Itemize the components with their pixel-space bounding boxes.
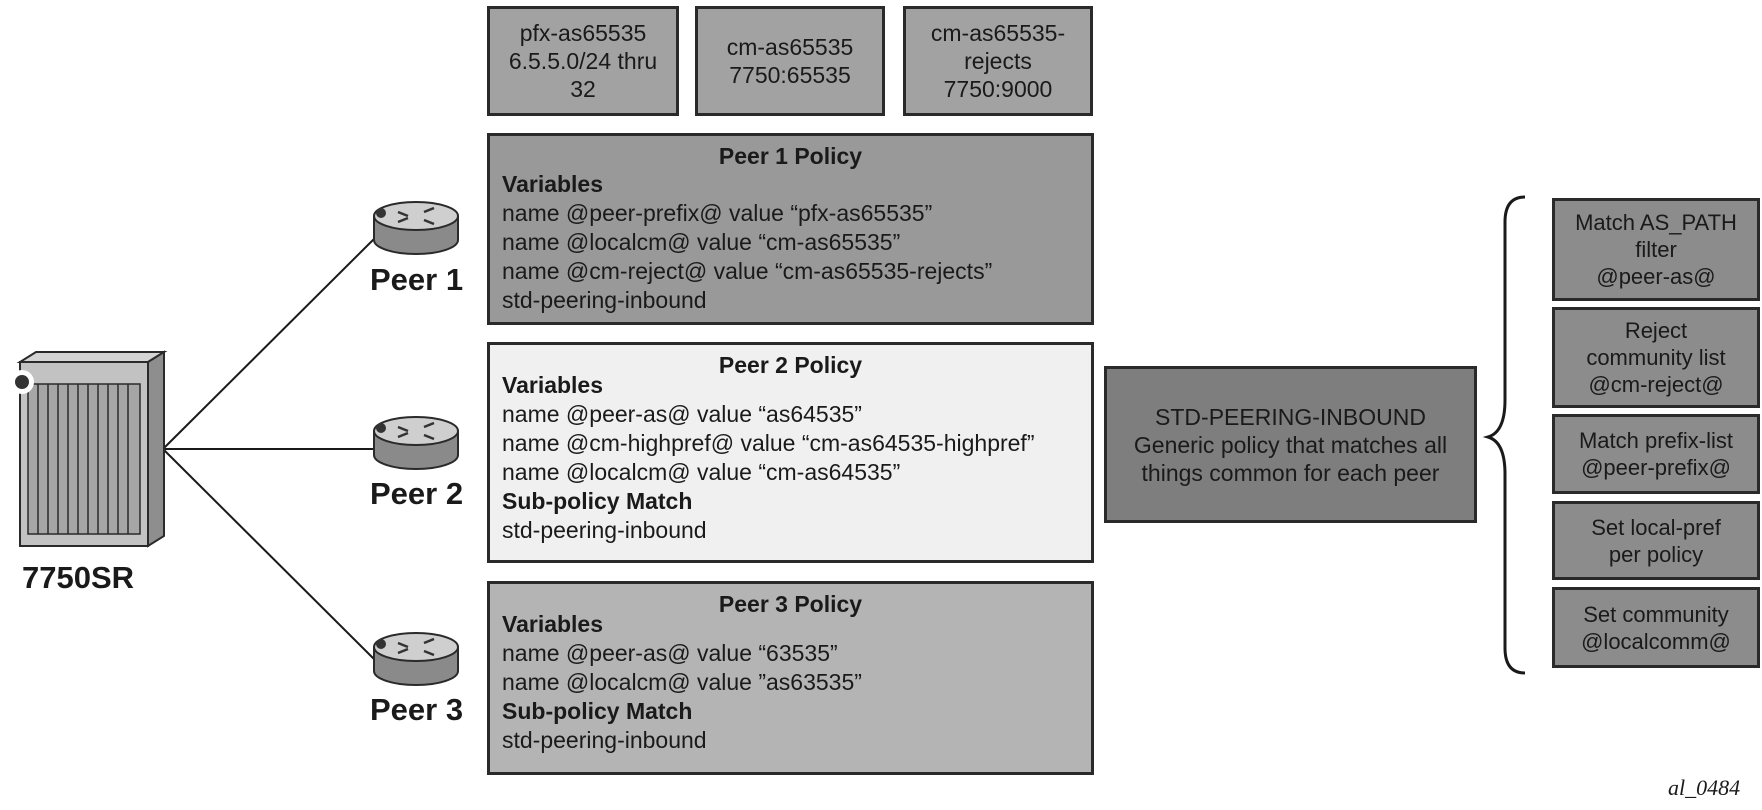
peer-2-label: Peer 2 (370, 476, 464, 511)
component-match-as-path (1552, 198, 1760, 301)
reject-community-line: cm-as65535- (930, 20, 1066, 46)
router-label: 7750SR (22, 560, 135, 595)
link-peer-3 (163, 449, 380, 665)
component-line: Set community (1583, 601, 1729, 627)
peer-1-policy-title: Peer 1 Policy (718, 143, 863, 169)
reject-community-line: 7750:9000 (943, 76, 1053, 102)
component-line: community list (1586, 345, 1726, 370)
component-set-local-pref (1552, 501, 1760, 580)
policy-reference: std-peering-inbound (502, 517, 707, 543)
peer-1-label: Peer 1 (370, 262, 464, 297)
component-line: @peer-as@ (1596, 264, 1716, 289)
prefix-list-line: pfx-as65535 (519, 20, 647, 46)
variable-line: name @localcm@ value ”as63535” (502, 669, 862, 695)
subpolicy-heading: Sub-policy Match (502, 698, 693, 724)
peer-2-policy-title: Peer 2 Policy (718, 352, 863, 378)
component-set-community (1552, 587, 1760, 668)
component-line: Reject (1624, 318, 1688, 343)
std-policy-line: STD-PEERING-INBOUND (1155, 403, 1426, 430)
component-line: Match AS_PATH (1575, 210, 1737, 235)
component-line: @peer-prefix@ (1581, 455, 1731, 480)
router-7750sr-icon (10, 352, 164, 546)
peer-2-policy-box (487, 342, 1094, 563)
policy-reference: std-peering-inbound (502, 727, 707, 753)
variable-line: name @cm-highpref@ value “cm-as64535-highpref” (502, 430, 1035, 456)
variables-heading: Variables (502, 611, 604, 637)
peer-3-policy-title: Peer 3 Policy (718, 591, 863, 617)
variable-line: name @cm-reject@ value “cm-as65535-rejects” (502, 258, 993, 284)
component-line: @cm-reject@ (1588, 372, 1724, 397)
component-reject-community (1552, 307, 1760, 408)
component-line: Set local-pref (1591, 514, 1721, 540)
subpolicy-heading: Sub-policy Match (502, 488, 693, 514)
variable-line: name @localcm@ value “cm-as64535” (502, 459, 901, 485)
peer-3-policy-box (487, 581, 1094, 775)
component-line: @localcomm@ (1581, 628, 1731, 654)
variable-line: name @peer-as@ value “63535” (502, 640, 838, 666)
component-line: filter (1635, 237, 1677, 262)
std-peering-inbound-box (1104, 366, 1477, 523)
peer-1-router-icon (374, 202, 458, 254)
variables-heading: Variables (502, 372, 604, 398)
std-policy-line: Generic policy that matches all (1133, 431, 1448, 458)
brace-icon (1488, 197, 1525, 673)
prefix-list-line: 6.5.5.0/24 thru (508, 48, 658, 74)
variable-line: name @localcm@ value “cm-as65535” (502, 229, 901, 255)
community-list-line: 7750:65535 (729, 62, 851, 88)
std-policy-line: things common for each peer (1141, 459, 1440, 486)
variables-heading: Variables (502, 171, 604, 197)
community-list-line: cm-as65535 (726, 34, 854, 60)
component-line: Match prefix-list (1578, 428, 1734, 453)
link-peer-1 (163, 233, 380, 449)
peer-3-router-icon (374, 633, 458, 685)
peer-3-label: Peer 3 (370, 692, 464, 727)
reject-community-box (903, 6, 1093, 116)
peer-2-router-icon (374, 417, 458, 469)
component-match-prefix-list (1552, 414, 1760, 494)
reject-community-line: rejects (964, 48, 1032, 74)
variable-line: name @peer-as@ value “as64535” (502, 401, 862, 427)
prefix-list-box (487, 6, 679, 116)
community-list-box (695, 6, 885, 116)
component-line: per policy (1608, 541, 1704, 567)
variable-line: name @peer-prefix@ value “pfx-as65535” (502, 200, 933, 226)
figure-id: al_0484 (1668, 775, 1741, 800)
peer-1-policy-box (487, 133, 1094, 325)
policy-reference: std-peering-inbound (502, 287, 707, 313)
prefix-list-line: 32 (570, 76, 596, 102)
